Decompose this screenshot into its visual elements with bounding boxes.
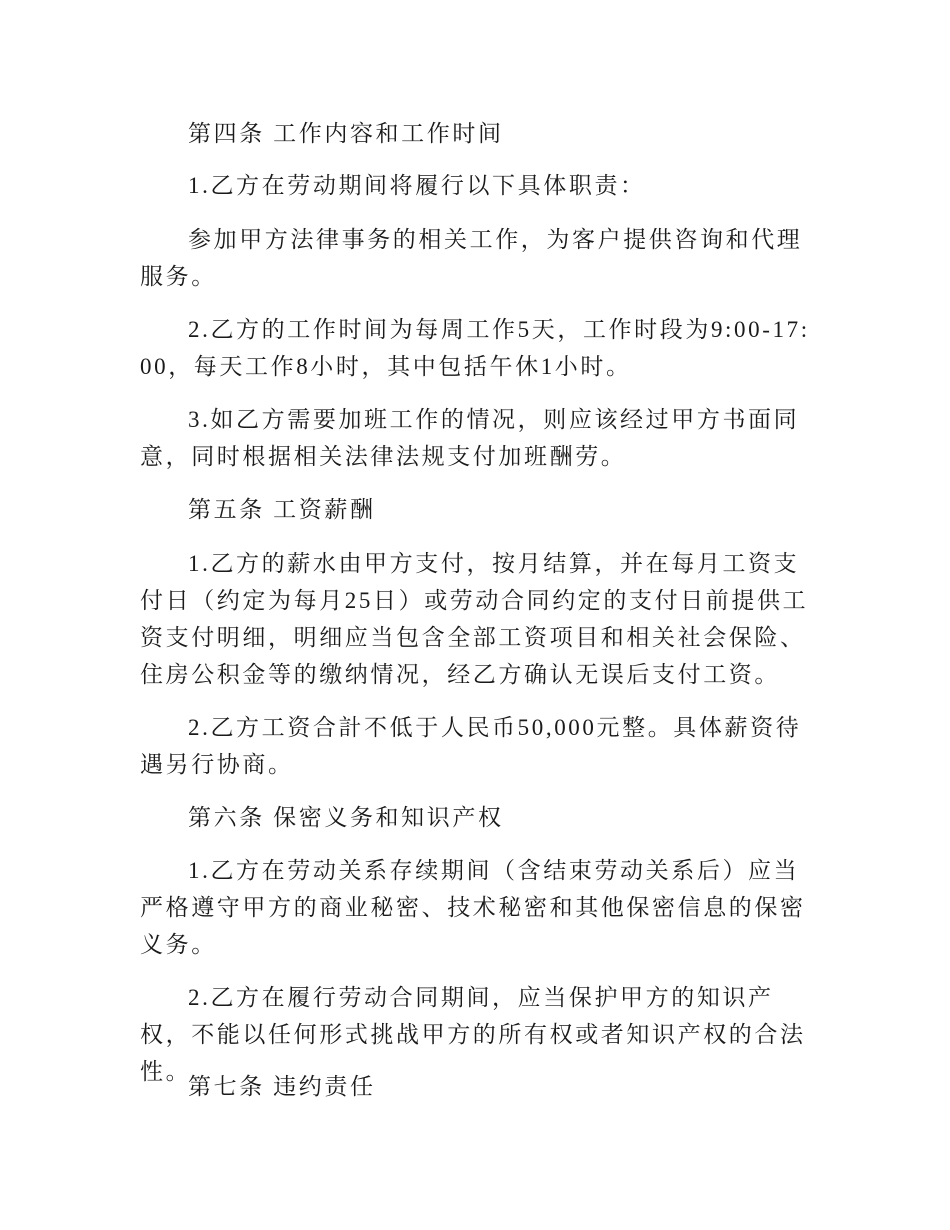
article-6-paragraph-2: 2.乙方在履行劳动合同期间，应当保护甲方的知识产权，不能以任何形式挑战甲方的所有权或者知识产权的合法性。 bbox=[140, 985, 806, 1084]
article-4-paragraph-4: 3.如乙方需要加班工作的情况，则应该经过甲方书面同意，同时根据相关法律法规支付加班酬劳。 bbox=[140, 407, 800, 469]
article-4-paragraph-2: 参加甲方法律事务的相关工作，为客户提供咨询和代理服务。 bbox=[140, 227, 803, 289]
article-7-heading: 第七条 违约责任 bbox=[188, 1074, 376, 1099]
article-5-paragraph-1: 1.乙方的薪水由甲方支付，按月结算，并在每月工资支付日（约定为每月25日）或劳动合同约定的支付日前提供工资支付明细，明细应当包含全部工资项目和相关社会保险、住房公积金等的缴纳情况，经乙方确认无误后支付工资。 bbox=[140, 551, 809, 687]
article-4-paragraph-3: 2.乙方的工作时间为每周工作5天，工作时段为9:00-17:00，每天工作8小时，其中包括午休1小时。 bbox=[140, 317, 810, 379]
article-4-heading: 第四条 工作内容和工作时间 bbox=[188, 121, 504, 146]
article-5-heading: 第五条 工资薪酬 bbox=[188, 497, 376, 522]
article-4-paragraph-1: 1.乙方在劳动期间将履行以下具体职责： bbox=[188, 173, 646, 198]
article-5-paragraph-2: 2.乙方工资合計不低于人民币50,000元整。具体薪资待遇另行协商。 bbox=[140, 715, 802, 777]
article-6-paragraph-1: 1.乙方在劳动关系存续期间（含结束劳动关系后）应当严格遵守甲方的商业秘密、技术秘密和其他保密信息的保密义务。 bbox=[140, 858, 806, 957]
article-6-heading: 第六条 保密义务和知识产权 bbox=[188, 805, 504, 830]
